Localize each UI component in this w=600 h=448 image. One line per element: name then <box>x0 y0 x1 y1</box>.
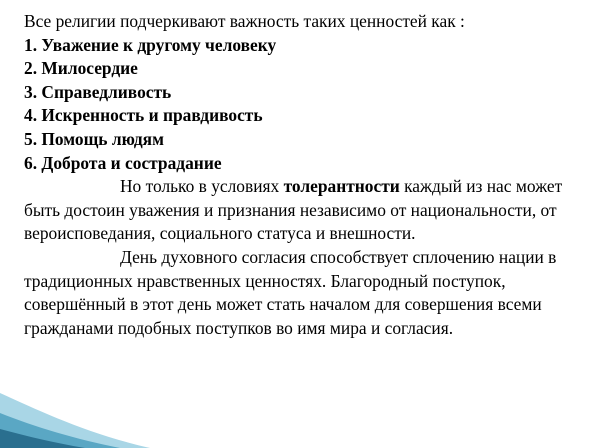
virtues-list <box>24 34 584 176</box>
wave-decoration <box>0 353 150 448</box>
virtue-item-6: 6. Доброта и сострадание <box>24 152 222 173</box>
virtue-item-3: 3. Справедливость <box>24 81 172 102</box>
virtue-item-2: 2. Милосердие <box>24 58 138 79</box>
tolerance-paragraph <box>24 175 584 246</box>
accord-day-paragraph: День духовного согласия способствует сплочению нации в традиционных нравственных ценностях. Благородный поступок, совершённый в этот день может стать началом для совершения всеми гражданами подобных поступков во имя мира и согласия. <box>24 246 557 338</box>
tolerance-paragraph-end: каждый из нас может быть достоин уважения и признания независимо от национальности, от вероисповедания, социального статуса и внешности. <box>24 176 563 244</box>
slide-text-block <box>24 10 584 340</box>
virtue-item-4: 4. Искренность и правдивость <box>24 105 263 126</box>
virtue-item-5: 5. Помощь людям <box>24 128 164 149</box>
tolerance-paragraph-start: Но только в условиях <box>120 176 284 197</box>
virtue-item-1: 1. Уважение к другому человеку <box>24 34 277 55</box>
tolerance-keyword: толерантности <box>283 176 400 197</box>
intro-line: Все религии подчеркивают важность таких ценностей как : <box>24 11 465 31</box>
